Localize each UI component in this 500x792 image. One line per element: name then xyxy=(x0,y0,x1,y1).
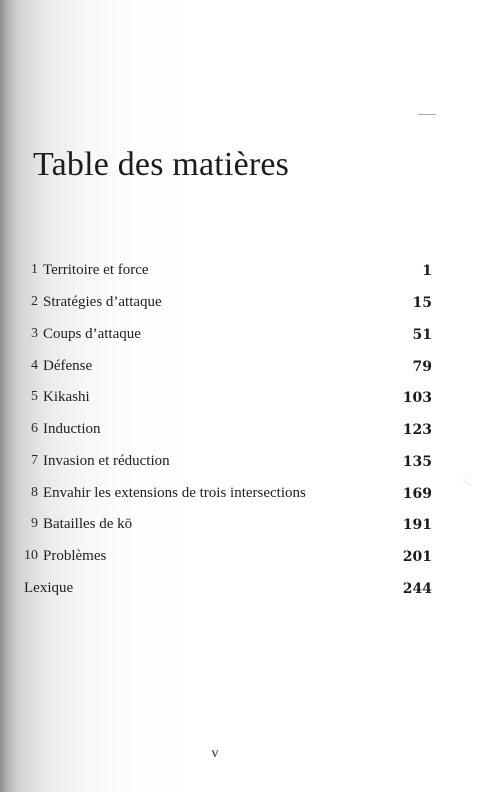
toc-chapter-title: Batailles de kō xyxy=(43,516,133,532)
paper-speck: ·.· ·¨·. xyxy=(462,474,471,488)
toc-entry xyxy=(24,451,432,475)
toc-page-number: 79 xyxy=(412,359,432,375)
toc-page-number: 15 xyxy=(412,295,432,311)
toc-chapter-number: 4 xyxy=(31,358,38,373)
toc-entry xyxy=(24,260,432,284)
toc-page-number: 201 xyxy=(402,549,432,565)
page-title: Table des matières xyxy=(33,146,290,183)
toc-entry xyxy=(24,292,432,316)
toc-chapter-number: 6 xyxy=(31,421,38,436)
toc-page-number: 191 xyxy=(402,517,432,533)
toc-entry xyxy=(24,356,432,380)
toc-chapter-title: Invasion et réduction xyxy=(43,453,170,469)
toc-page-number: 244 xyxy=(402,581,432,597)
toc-entry xyxy=(24,483,432,507)
toc-chapter-number: 9 xyxy=(31,516,38,531)
toc-page-number: 1 xyxy=(422,263,432,279)
toc-entry xyxy=(24,514,432,538)
toc-entry xyxy=(24,324,432,348)
toc-chapter-number: 1 xyxy=(31,262,38,277)
toc-page-number: 103 xyxy=(402,390,432,406)
toc-chapter-title: Envahir les extensions de trois intersections xyxy=(43,485,306,501)
toc-entry xyxy=(24,387,432,411)
toc-page-number: 123 xyxy=(402,422,432,438)
toc-chapter-title: Problèmes xyxy=(43,548,107,564)
toc-chapter-title: Coups d’attaque xyxy=(43,326,141,342)
toc-entry xyxy=(24,578,432,602)
toc-chapter-number: 8 xyxy=(31,485,38,500)
toc-chapter-title: Induction xyxy=(43,421,101,437)
toc-chapter-number: 5 xyxy=(31,389,38,404)
toc-chapter-title: Défense xyxy=(43,358,93,374)
toc-chapter-number: 3 xyxy=(31,326,38,341)
toc-chapter-title: Kikashi xyxy=(43,389,90,405)
toc-chapter-title: Lexique xyxy=(24,580,74,596)
toc-chapter-number: 10 xyxy=(24,548,38,563)
toc-page-number: 51 xyxy=(412,327,432,343)
toc-chapter-number: 7 xyxy=(31,453,38,468)
toc-chapter-title: Territoire et force xyxy=(43,262,149,278)
toc-page-number: 169 xyxy=(402,486,432,502)
toc-entry xyxy=(24,419,432,443)
toc-chapter-title: Stratégies d’attaque xyxy=(43,294,162,310)
page-folio: v xyxy=(211,746,219,761)
toc-chapter-number: 2 xyxy=(31,294,38,309)
toc-page-number: 135 xyxy=(402,454,432,470)
toc-entry xyxy=(24,546,432,570)
